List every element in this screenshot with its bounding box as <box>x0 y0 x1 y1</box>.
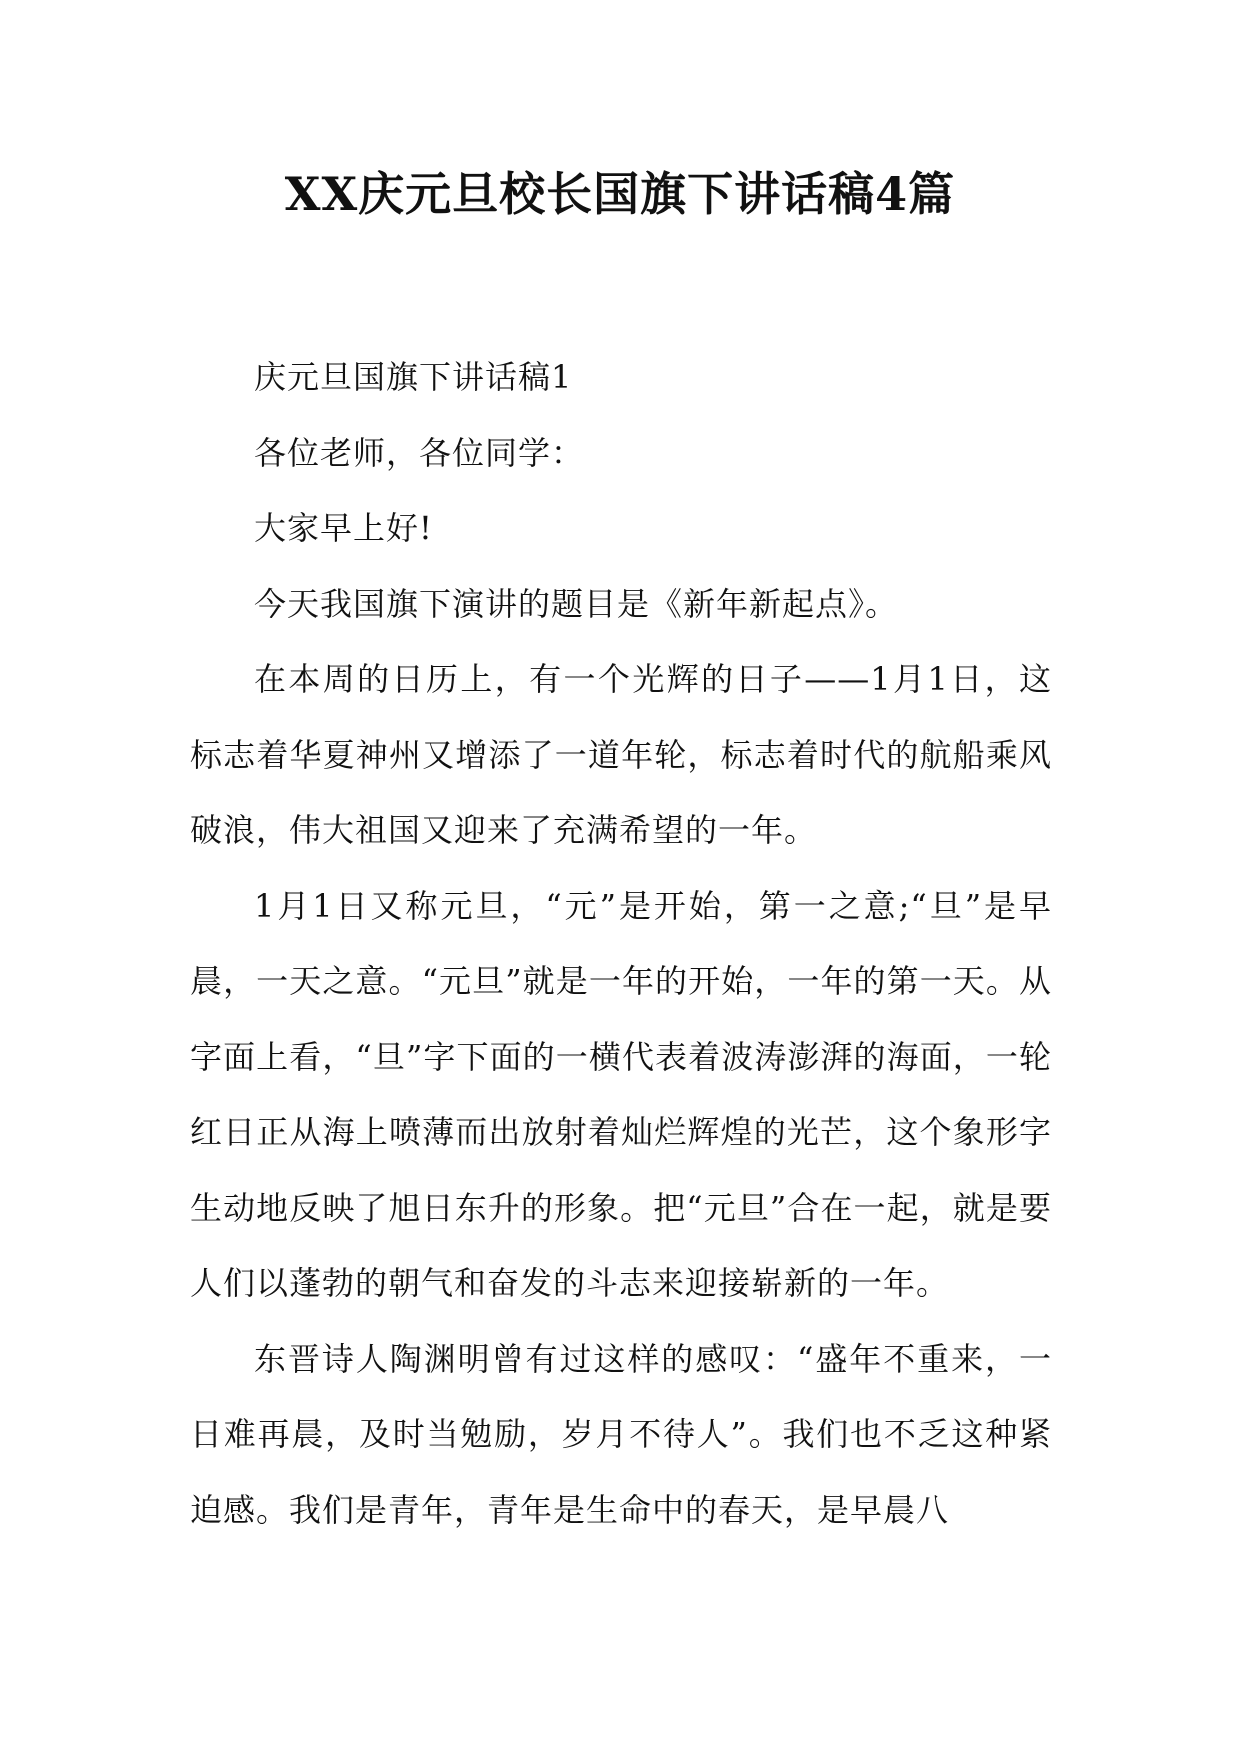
paragraph-salutation: 各位老师，各位同学： <box>254 433 585 472</box>
paragraph-body: 东晋诗人陶渊明曾有过这样的感叹：“盛年不重来，一日难再晨，及时当勉励，岁月不待人”。我们也不乏这种紧迫感。我们是青年，青年是生命中的春天，是早晨八 <box>190 1339 1052 1529</box>
document-title: XX庆元旦校长国旗下讲话稿4篇 <box>284 167 956 221</box>
paragraph-body: 在本周的日历上，有一个光辉的日子——1月1日，这标志着华夏神州又增添了一道年轮，标志着时代的航船乘风破浪，伟大祖国又迎来了充满希望的一年。 <box>190 660 1052 849</box>
paragraph-greeting: 大家早上好! <box>254 509 433 547</box>
paragraph-body: 1月1日又称元旦，“元”是开始，第一之意;“旦”是早晨，一天之意。“元旦”就是一年的开始，一年的第一天。从字面上看，“旦”字下面的一横代表着波涛澎湃的海面，一轮红日正从海上喷薄而出放射着灿烂辉煌的光芒，这个象形字生动地反映了旭日东升的形象。把“元旦”合在一起，就是要人们以蓬勃的朝气和奋发的斗志来迎接崭新的一年。 <box>190 886 1052 1302</box>
document-body <box>190 340 1052 1548</box>
paragraph-topic: 今天我国旗下演讲的题目是《新年新起点》。 <box>254 584 899 623</box>
paragraph-subtitle: 庆元旦国旗下讲话稿1 <box>254 358 573 396</box>
